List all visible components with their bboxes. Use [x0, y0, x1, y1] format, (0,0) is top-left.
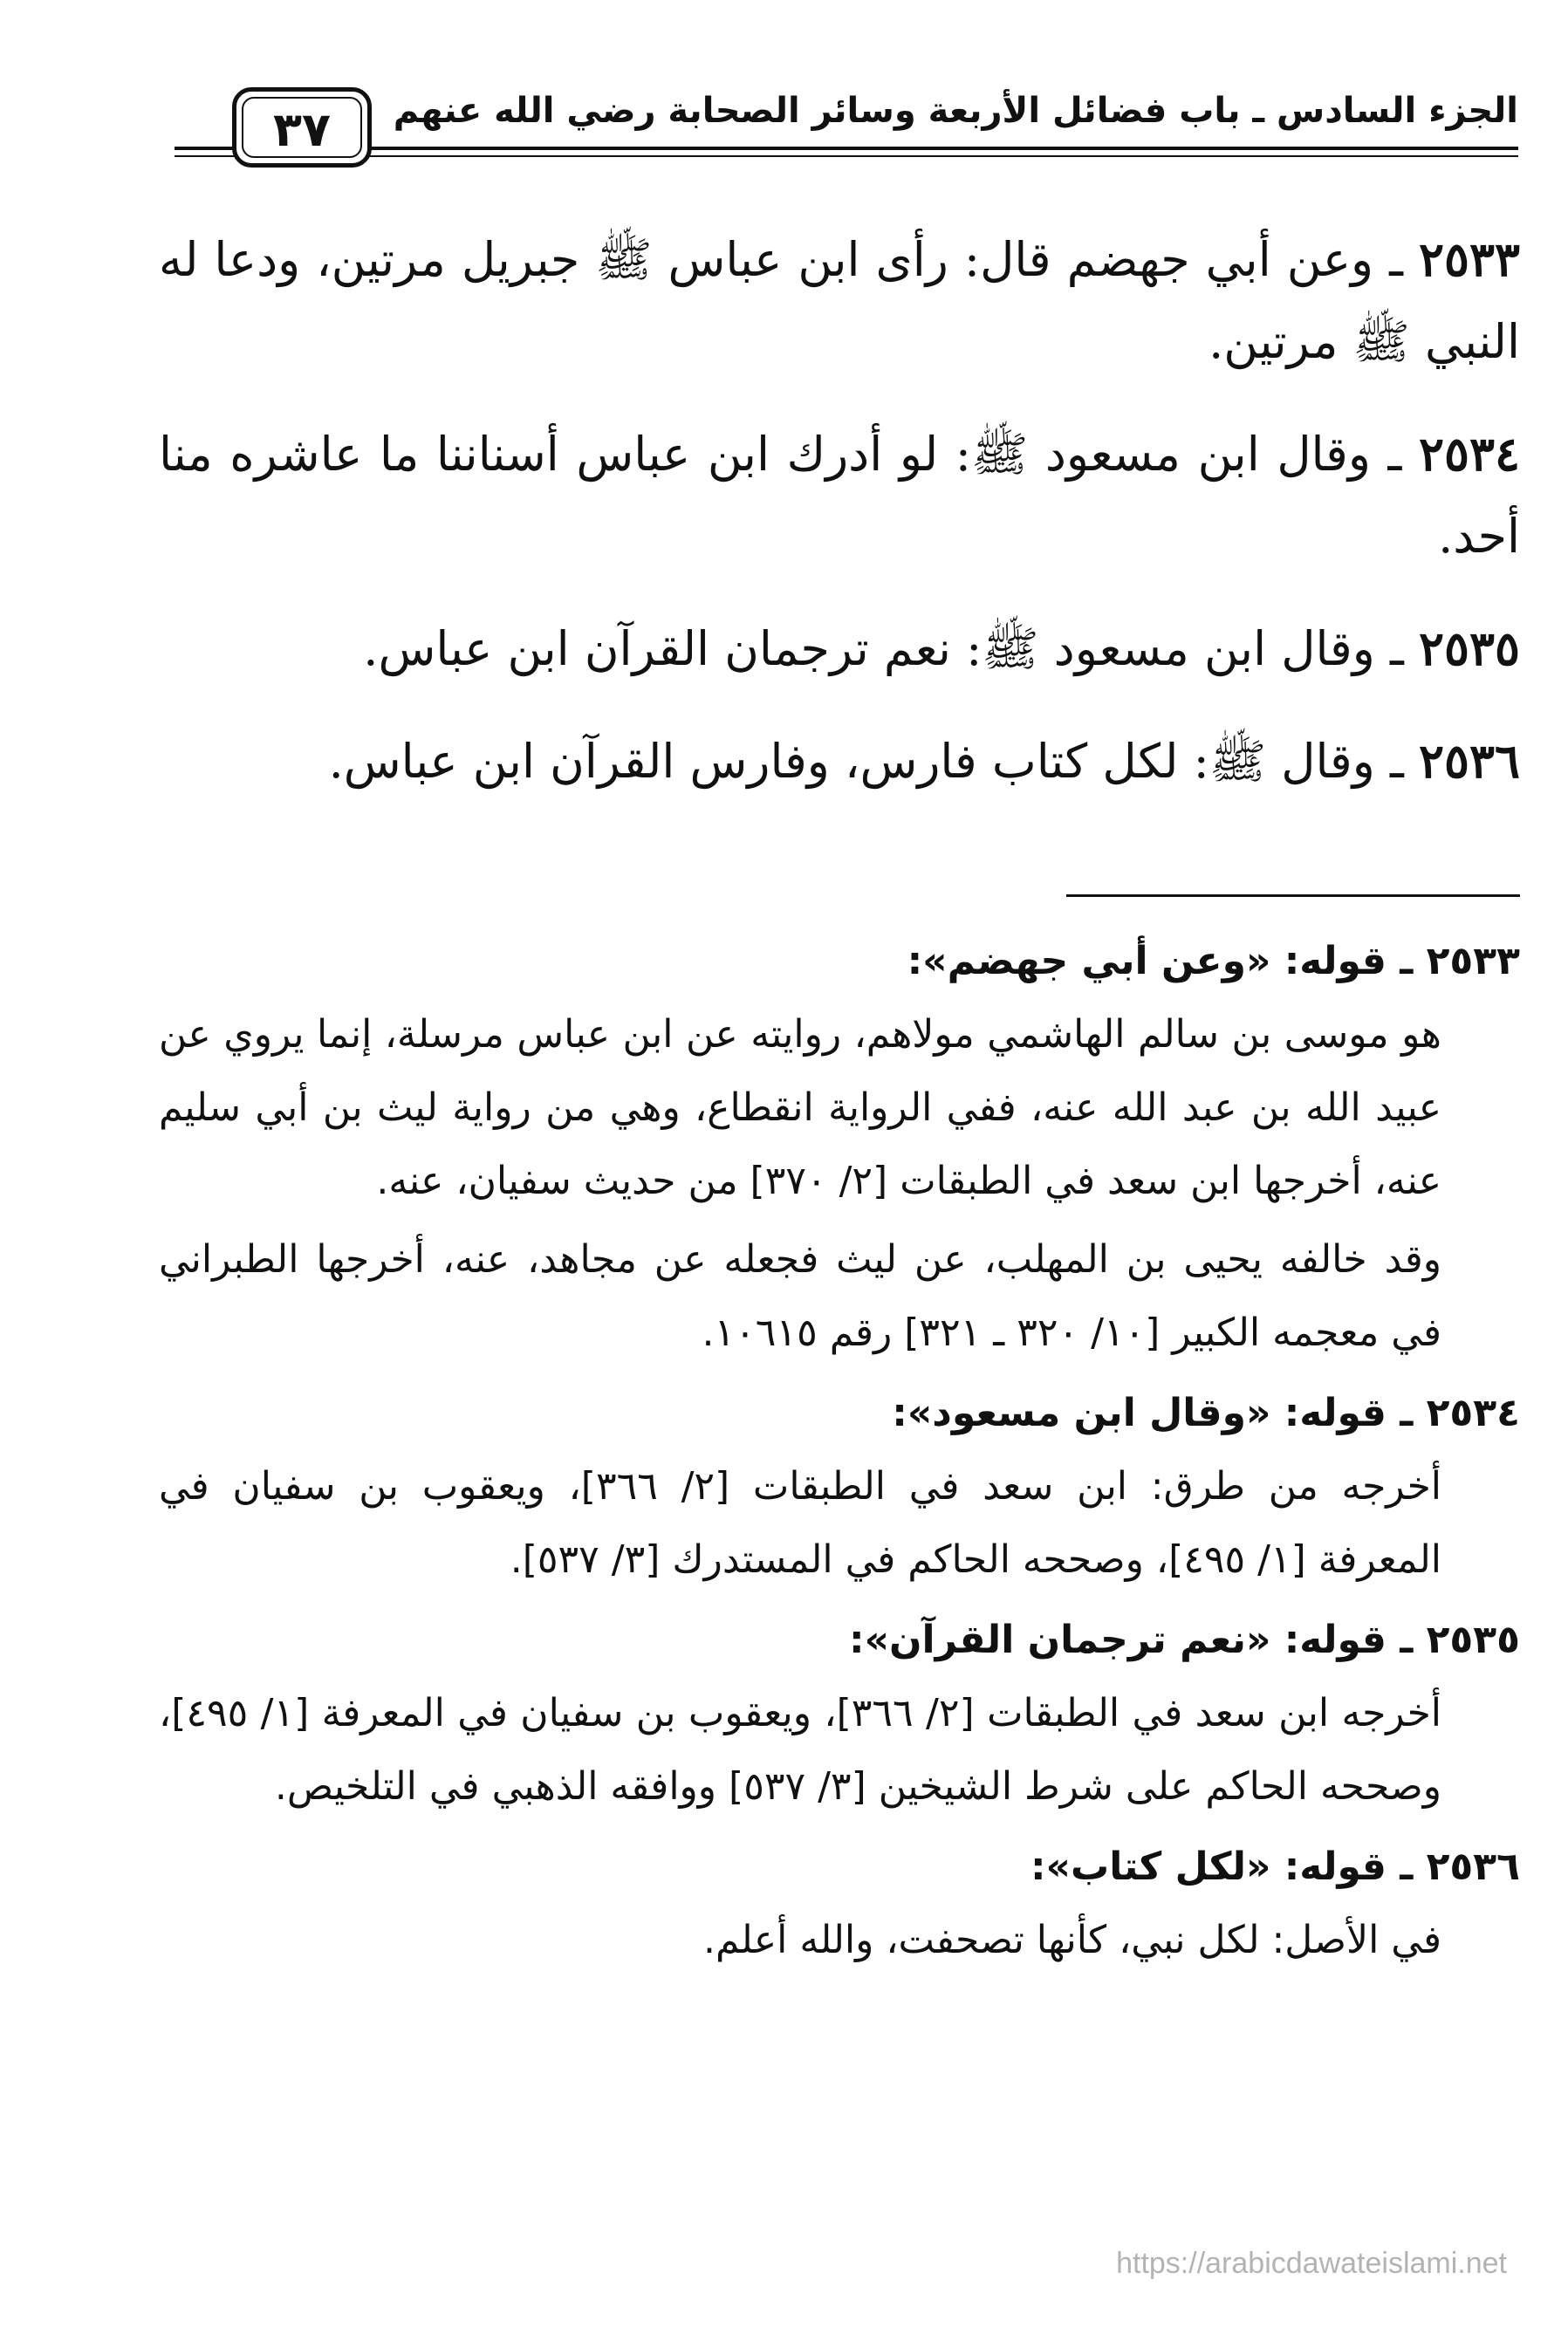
running-title: الجزء السادس ـ باب فضائل الأربعة وسائر الصحابة رضي الله عنهم — [393, 91, 1518, 131]
hadith-entry — [159, 413, 1520, 578]
footnote — [159, 925, 1520, 1370]
hadith-text: ـ وقال ﷺ: لكل كتاب فارس، وفارس القرآن ابن عباس. — [328, 734, 1404, 789]
footnote-heading: ٢٥٣٤ ـ قوله: «وقال ابن مسعود»: — [892, 1391, 1520, 1435]
hadith-entry — [159, 218, 1520, 383]
page-header — [175, 79, 1518, 175]
page-number-frame — [232, 87, 372, 168]
footnote-paragraph: أخرجه من طرق: ابن سعد في الطبقات [٢/ ٣٦٦]، ويعقوب بن سفيان في المعرفة [١/ ٤٩٥]، وصححه الحاكم في المستدرك [٣/ ٥٣٧]. — [159, 1464, 1442, 1582]
hadith-text: ـ وقال ابن مسعود ﷺ: لو أدرك ابن عباس أسناننا ما عاشره منا أحد. — [159, 427, 1520, 564]
main-text — [159, 218, 1520, 832]
footnote — [159, 1377, 1520, 1597]
footnote-separator — [1066, 894, 1520, 897]
hadith-number: ٢٥٣٥ — [1418, 620, 1520, 676]
footnote-heading: ٢٥٣٦ ـ قوله: «لكل كتاب»: — [1030, 1845, 1520, 1889]
hadith-text: ـ وقال ابن مسعود ﷺ: نعم ترجمان القرآن ابن عباس. — [363, 621, 1404, 676]
footnote — [159, 1831, 1520, 1977]
hadith-number: ٢٥٣٣ — [1418, 231, 1520, 287]
hadith-entry — [159, 607, 1520, 690]
footnote-paragraph: أخرجه ابن سعد في الطبقات [٢/ ٣٦٦]، ويعقوب بن سفيان في المعرفة [١/ ٤٩٥]، وصححه الحاكم على شرط الشيخين [٣/ ٥٣٧] ووافقه الذهبي في التلخيص. — [159, 1691, 1441, 1809]
page-number: ٣٧ — [273, 102, 331, 157]
hadith-text: ـ وعن أبي جهضم قال: رأى ابن عباس ﷺ جبريل مرتين، ودعا له النبي ﷺ مرتين. — [159, 232, 1520, 369]
header-rule-thin — [175, 155, 1518, 157]
header-rule — [175, 147, 1518, 150]
footnote — [159, 1604, 1520, 1824]
footnote-paragraph: وقد خالفه يحيى بن المهلب، عن ليث فجعله عن مجاهد، عنه، أخرجها الطبراني في معجمه الكبير [١٠/ ٣٢٠ ـ ٣٢١] رقم ١٠٦١٥. — [159, 1237, 1441, 1355]
footnotes — [159, 925, 1520, 1984]
footnote-paragraph: في الأصل: لكل نبي، كأنها تصحفت، والله أعلم. — [703, 1918, 1441, 1962]
watermark-url: https://arabicdawateislami.net — [1116, 2247, 1507, 2280]
footnote-paragraph: هو موسى بن سالم الهاشمي مولاهم، روايته عن ابن عباس مرسلة، إنما يروي عن عبيد الله بن عبد الله عنه، ففي الرواية انقطاع، وهي من رواية ليث بن أبي سليم عنه، أخرجها ابن سعد في الطبقات [٢/ ٣٧٠] من حديث سفيان، عنه. — [159, 1012, 1441, 1203]
footnote-heading: ٢٥٣٣ ـ قوله: «وعن أبي جهضم»: — [907, 939, 1520, 983]
footnote-heading: ٢٥٣٥ ـ قوله: «نعم ترجمان القرآن»: — [848, 1618, 1520, 1662]
hadith-entry — [159, 720, 1520, 803]
hadith-number: ٢٥٣٤ — [1418, 426, 1520, 482]
hadith-number: ٢٥٣٦ — [1418, 733, 1520, 789]
